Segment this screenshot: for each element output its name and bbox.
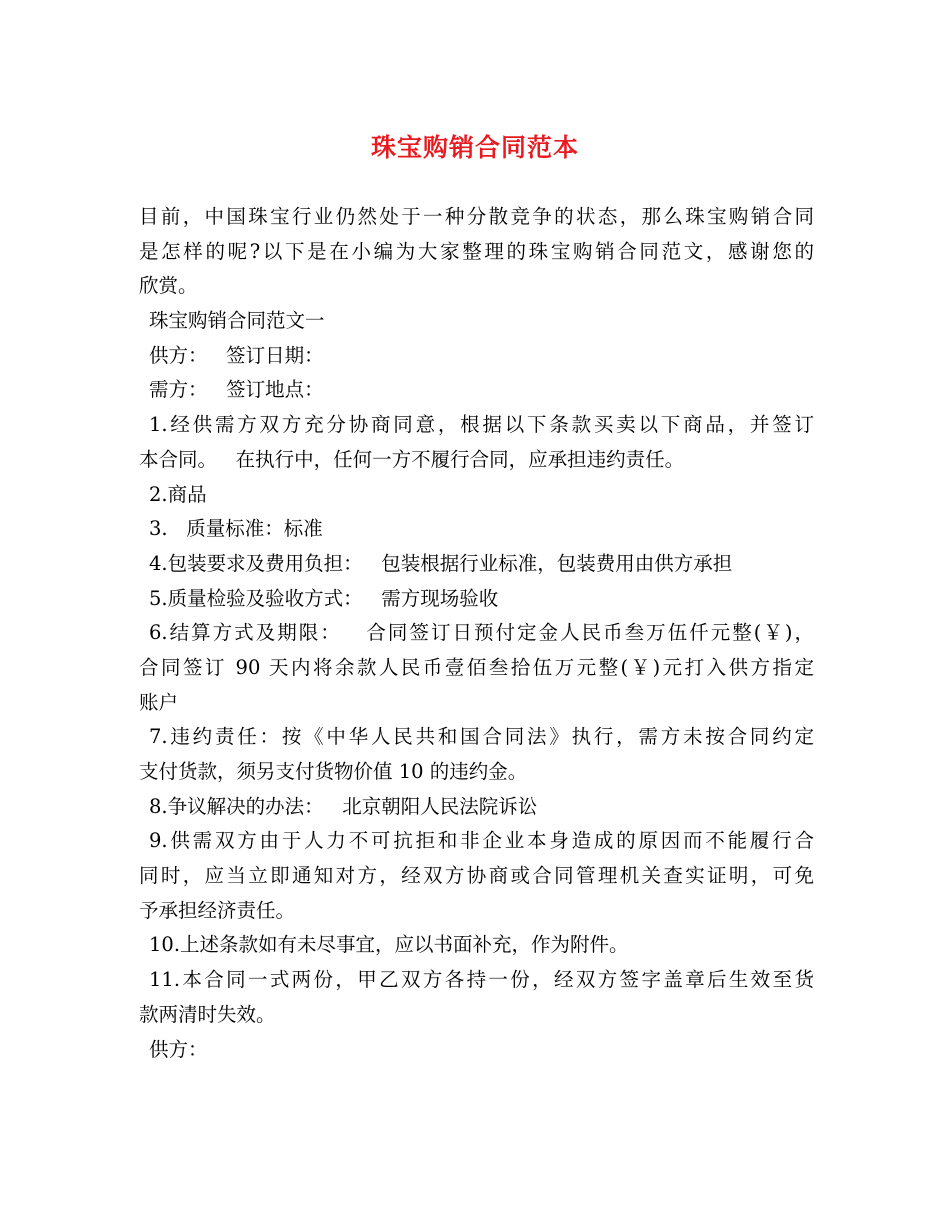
document-line: 账户: [139, 690, 179, 714]
document-line: 目前，中国珠宝行业仍然处于一种分散竞争的状态，那么珠宝购销合同: [139, 205, 814, 228]
document-body: [139, 200, 814, 1067]
document-line: 是怎样的呢?以下是在小编为大家整理的珠宝购销合同范文，感谢您的: [139, 239, 814, 263]
document-line: 合同签订 90 天内将余款人民币壹佰叁拾伍万元整(￥)元打入供方指定: [139, 655, 814, 679]
document-line: 本合同。 在执行中，任何一方不履行合同，应承担违约责任。: [139, 447, 685, 471]
document-line: 3. 质量标准：标准: [149, 517, 323, 541]
document-line: 款两清时失效。: [139, 1002, 276, 1026]
document-line: 供方： 签订日期：: [149, 343, 324, 367]
document-line: 予承担经济责任。: [139, 898, 296, 922]
document-line: 珠宝购销合同范文一: [149, 309, 325, 333]
document-line: 7.违约责任：按《中华人民共和国合同法》执行，需方未按合同约定: [149, 725, 814, 749]
document-line: 供方：: [149, 1037, 208, 1061]
document-line: 6.结算方式及期限： 合同签订日预付定金人民币叁万伍仟元整(￥)，: [149, 621, 814, 645]
document-line: 需方： 签订地点：: [149, 378, 324, 402]
document-line: 8.争议解决的办法： 北京朝阳人民法院诉讼: [149, 794, 538, 818]
document-line: 2.商品: [149, 482, 207, 506]
document-title: 珠宝购销合同范本: [370, 133, 579, 162]
document-line: 9.供需双方由于人力不可抗拒和非企业本身造成的原因而不能履行合: [149, 829, 814, 853]
document-line: 同时，应当立即通知对方，经双方协商或合同管理机关查实证明，可免: [139, 864, 814, 888]
document-line: 欣赏。: [139, 274, 198, 298]
document-line: 11.本合同一式两份，甲乙双方各持一份，经双方签字盖章后生效至货: [149, 968, 814, 992]
document-line: 支付货款，须另支付货物价值 10 的违约金。: [139, 760, 528, 783]
document-line: 1.经供需方双方充分协商同意，根据以下条款买卖以下商品，并签订: [149, 413, 814, 437]
document-line: 10.上述条款如有未尽事宜，应以书面补充，作为附件。: [149, 933, 629, 957]
document-line: 4.包装要求及费用负担： 包装根据行业标准，包装费用由供方承担: [149, 551, 733, 575]
document-line: 5.质量检验及验收方式： 需方现场验收: [149, 586, 499, 610]
